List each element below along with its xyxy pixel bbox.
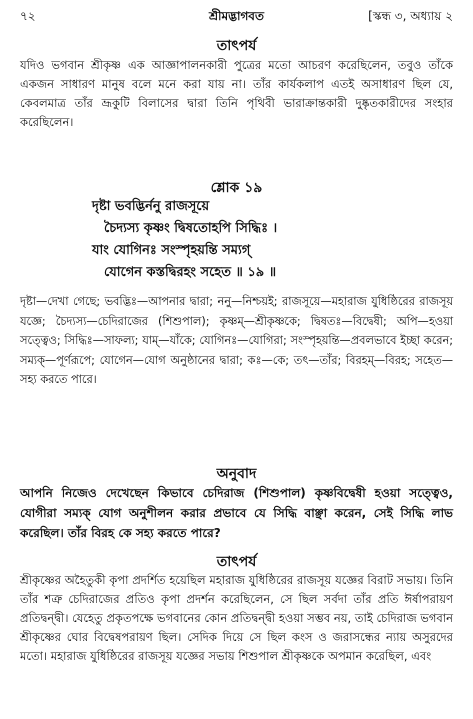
- page-number: ৭২: [20, 9, 36, 23]
- verse-line-2: চৈদ্যস্য কৃষ্ণং দ্বিষতোহপি সিদ্ধিঃ ।: [104, 221, 278, 236]
- sanskrit-verse: [20, 196, 453, 284]
- verse-line-3: যাং যোগিনঃ সংস্পৃহয়ন্তি সম্যগ্: [92, 243, 251, 258]
- word-for-word-synonyms: দৃষ্টা—দেখা গেছে; ভবদ্ভিঃ—আপনার দ্বারা; ননু—নিশ্চয়ই; রাজসূয়ে—মহারাজ যুধিষ্ঠিরের রাজসূয় যজ্ঞে; চৈদ্যস্য—চেদিরাজের (শিশুপাল); কৃষ্ণম্—শ্রীকৃষ্ণকে; দ্বিষতঃ—বিদ্বেষী; অপি—হওয়া সত্ত্বেও; সিদ্ধিঃ—সাফল্য; যাম্—যাঁকে; যোগিনঃ—যোগিরা; সংস্পৃহয়ন্তি—প্রবলভাবে ইচ্ছা করেন; সম্যক্—পূর্ণরূপে; যোগেন—যোগ অনুষ্ঠানের দ্বারা; কঃ—কে; তৎ—তাঁর; বিরহম্—বিরহ; সহেত—সহ্য করতে পারে।: [20, 295, 453, 386]
- translation-paragraph: আপনি নিজেও দেখেছেন কিভাবে চেদিরাজ (শিশুপাল) কৃষ্ণবিদ্বেষী হওয়া সত্ত্বেও, যোগীরা সম্যক্ যোগ অনুশীলন করার প্রভাবে যে সিদ্ধি বাঞ্ছা করেন, সেই সিদ্ধি লাভ করেছিল। তাঁর বিরহ কে সহ্য করতে পারে?: [20, 486, 453, 540]
- purport-heading: তাৎপর্য: [216, 38, 257, 54]
- verse-heading: শ্লোক ১৯: [210, 180, 263, 196]
- purport-paragraph-2: শ্রীকৃষ্ণের অহৈতুকী কৃপা প্রদর্শিত হয়েছিল মহারাজ যুধিষ্ঠিরের রাজসূয় যজ্ঞের বিরাট সভায়। তিনি তাঁর শত্রু চেদিরাজের প্রতিও কৃপা প্রদর্শন করেছিলেন, সে ছিল সর্বদা তাঁর প্রতি ঈর্ষাপরায়ণ প্রতিদ্বন্দ্বী। যেহেতু প্রকৃতপক্ষে ভগবানের কোন প্রতিদ্বন্দ্বী হওয়া সম্ভব নয়, তাই চেদিরাজ ভগবান শ্রীকৃষ্ণের ঘোর বিদ্বেষপরায়ণ ছিল। সেদিক দিয়ে সে ছিল কংস ও জরাসন্ধের ন্যায় অসুরদের মতো। মহারাজ যুধিষ্ঠিরের রাজসূয় যজ্ঞের সভায় শিশুপাল শ্রীকৃষ্ণকে অপমান করেছিল, এবং: [20, 573, 453, 663]
- verse-line-4: যোগেন কস্তদ্বিরহং সহেত ॥ ১৯ ॥: [104, 265, 277, 280]
- translation-heading: অনুবাদ: [216, 466, 257, 482]
- book-title: শ্রীমদ্ভাগবত: [208, 9, 264, 23]
- chapter-reference: [স্কন্ধ ৩, অধ্যায় ২: [368, 9, 453, 23]
- purport-paragraph: যদিও ভগবান শ্রীকৃষ্ণ এক আজ্ঞাপালনকারী পুত্রের মতো আচরণ করেছিলেন, তবুও তাঁকে একজন সাধারণ মানুষ বলে মনে করা যায় না। তাঁর কার্যকলাপ এতই অসাধারণ ছিল যে, কেবলমাত্র তাঁর ভ্রূকুটি বিলাসের দ্বারা তিনি পৃথিবী ভারাক্রান্তকারী দুষ্কৃতকারীদের সংহার করেছিলেন।: [20, 58, 453, 129]
- verse-line-1: দৃষ্টা ভবদ্ভির্ননু রাজসূয়ে: [92, 199, 210, 214]
- page-header: [20, 8, 453, 26]
- purport-heading-2: তাৎপর্য: [216, 554, 257, 570]
